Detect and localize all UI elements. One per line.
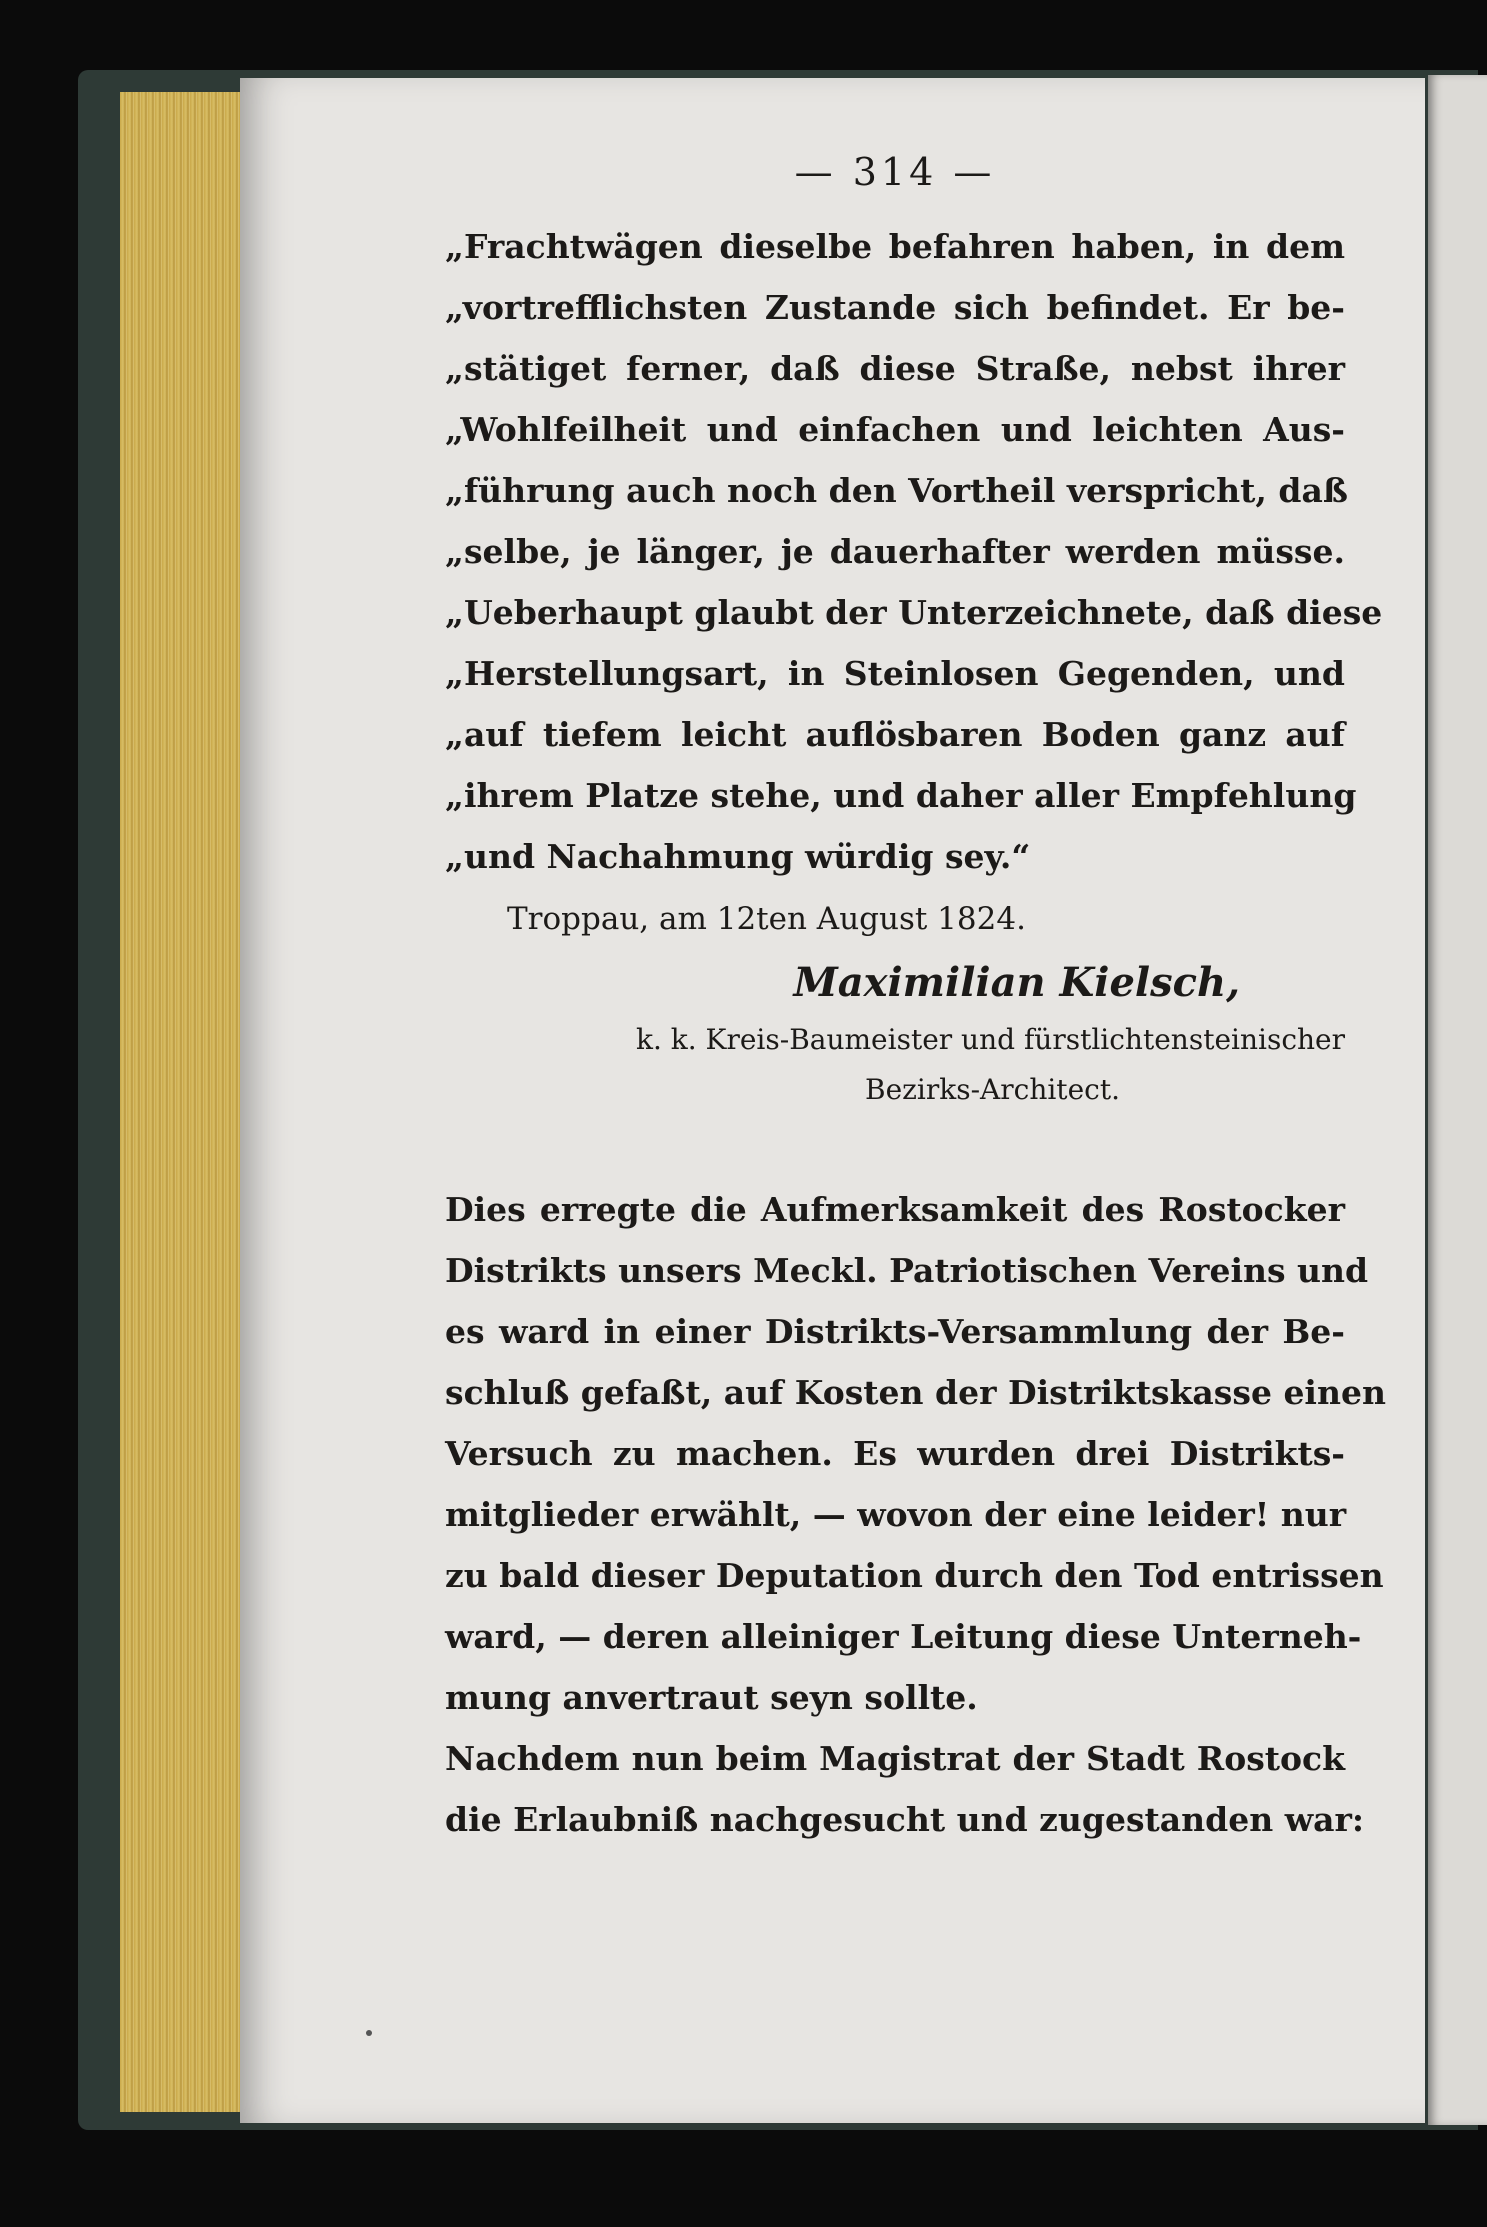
signatory-title: k. k. Kreis-Baumeister und fürstlichtensteinischer (636, 1023, 1345, 1056)
text-line: zu bald dieser Deputation durch den Tod entrissen (445, 1556, 1384, 1595)
text-line: die Erlaubniß nachgesucht und zugestanden war: (445, 1800, 1365, 1839)
spacer (445, 1115, 1345, 1179)
text-line: „vortrefflichsten Zustande sich befindet. Er be- (445, 288, 1345, 327)
paragraph (445, 1728, 1365, 1850)
text-line: „Wohlfeilheit und einfachen und leichten Aus- (445, 410, 1345, 449)
text-line: mitglieder erwählt, — wovon der eine leider! nur (445, 1495, 1347, 1534)
page-text (445, 150, 1386, 1850)
text-line: Versuch zu machen. Es wurden drei Distrikts- (445, 1434, 1345, 1473)
text-line: „Frachtwägen dieselbe befahren haben, in dem (445, 227, 1345, 266)
page-number: — 314 — (794, 150, 996, 194)
text-line: Nachdem nun beim Magistrat der Stadt Rostock (445, 1739, 1345, 1778)
dateline: Troppau, am 12ten August 1824. (507, 901, 1026, 937)
text-line: Dies erregte die Aufmerksamkeit des Rostocker (445, 1190, 1345, 1229)
facing-page-edge (1428, 75, 1487, 2125)
text-line: „Ueberhaupt glaubt der Unterzeichnete, daß diese (445, 593, 1383, 632)
text-line: schluß gefaßt, auf Kosten der Distriktskasse einen (445, 1373, 1386, 1412)
page-edges (120, 92, 260, 2112)
paragraph (445, 1179, 1386, 1728)
quoted-report (445, 216, 1383, 887)
text-line: mung anvertraut seyn sollte. (445, 1678, 978, 1717)
paper-speck (366, 2030, 372, 2036)
text-line: „selbe, je länger, je dauerhafter werden müsse. (445, 532, 1345, 571)
text-line: „ihrem Platze stehe, und daher aller Empfehlung (445, 776, 1357, 815)
signatory-title-cont: Bezirks-Architect. (865, 1073, 1120, 1106)
text-line: ward, — deren alleiniger Leitung diese Unterneh- (445, 1617, 1362, 1656)
text-line: Distrikts unsers Meckl. Patriotischen Vereins und (445, 1251, 1369, 1290)
text-line: „Herstellungsart, in Steinlosen Gegenden, und (445, 654, 1345, 693)
text-line: „stätiget ferner, daß diese Straße, nebst ihrer (445, 349, 1345, 388)
signature: Maximilian Kielsch, (793, 959, 1240, 1006)
text-line: „führung auch noch den Vortheil verspricht, daß (445, 471, 1348, 510)
text-line: es ward in einer Distrikts-Versammlung der Be- (445, 1312, 1345, 1351)
text-line: „auf tiefem leicht auflösbaren Boden ganz auf (445, 715, 1345, 754)
text-line: „und Nachahmung würdig sey.“ (445, 837, 1031, 876)
